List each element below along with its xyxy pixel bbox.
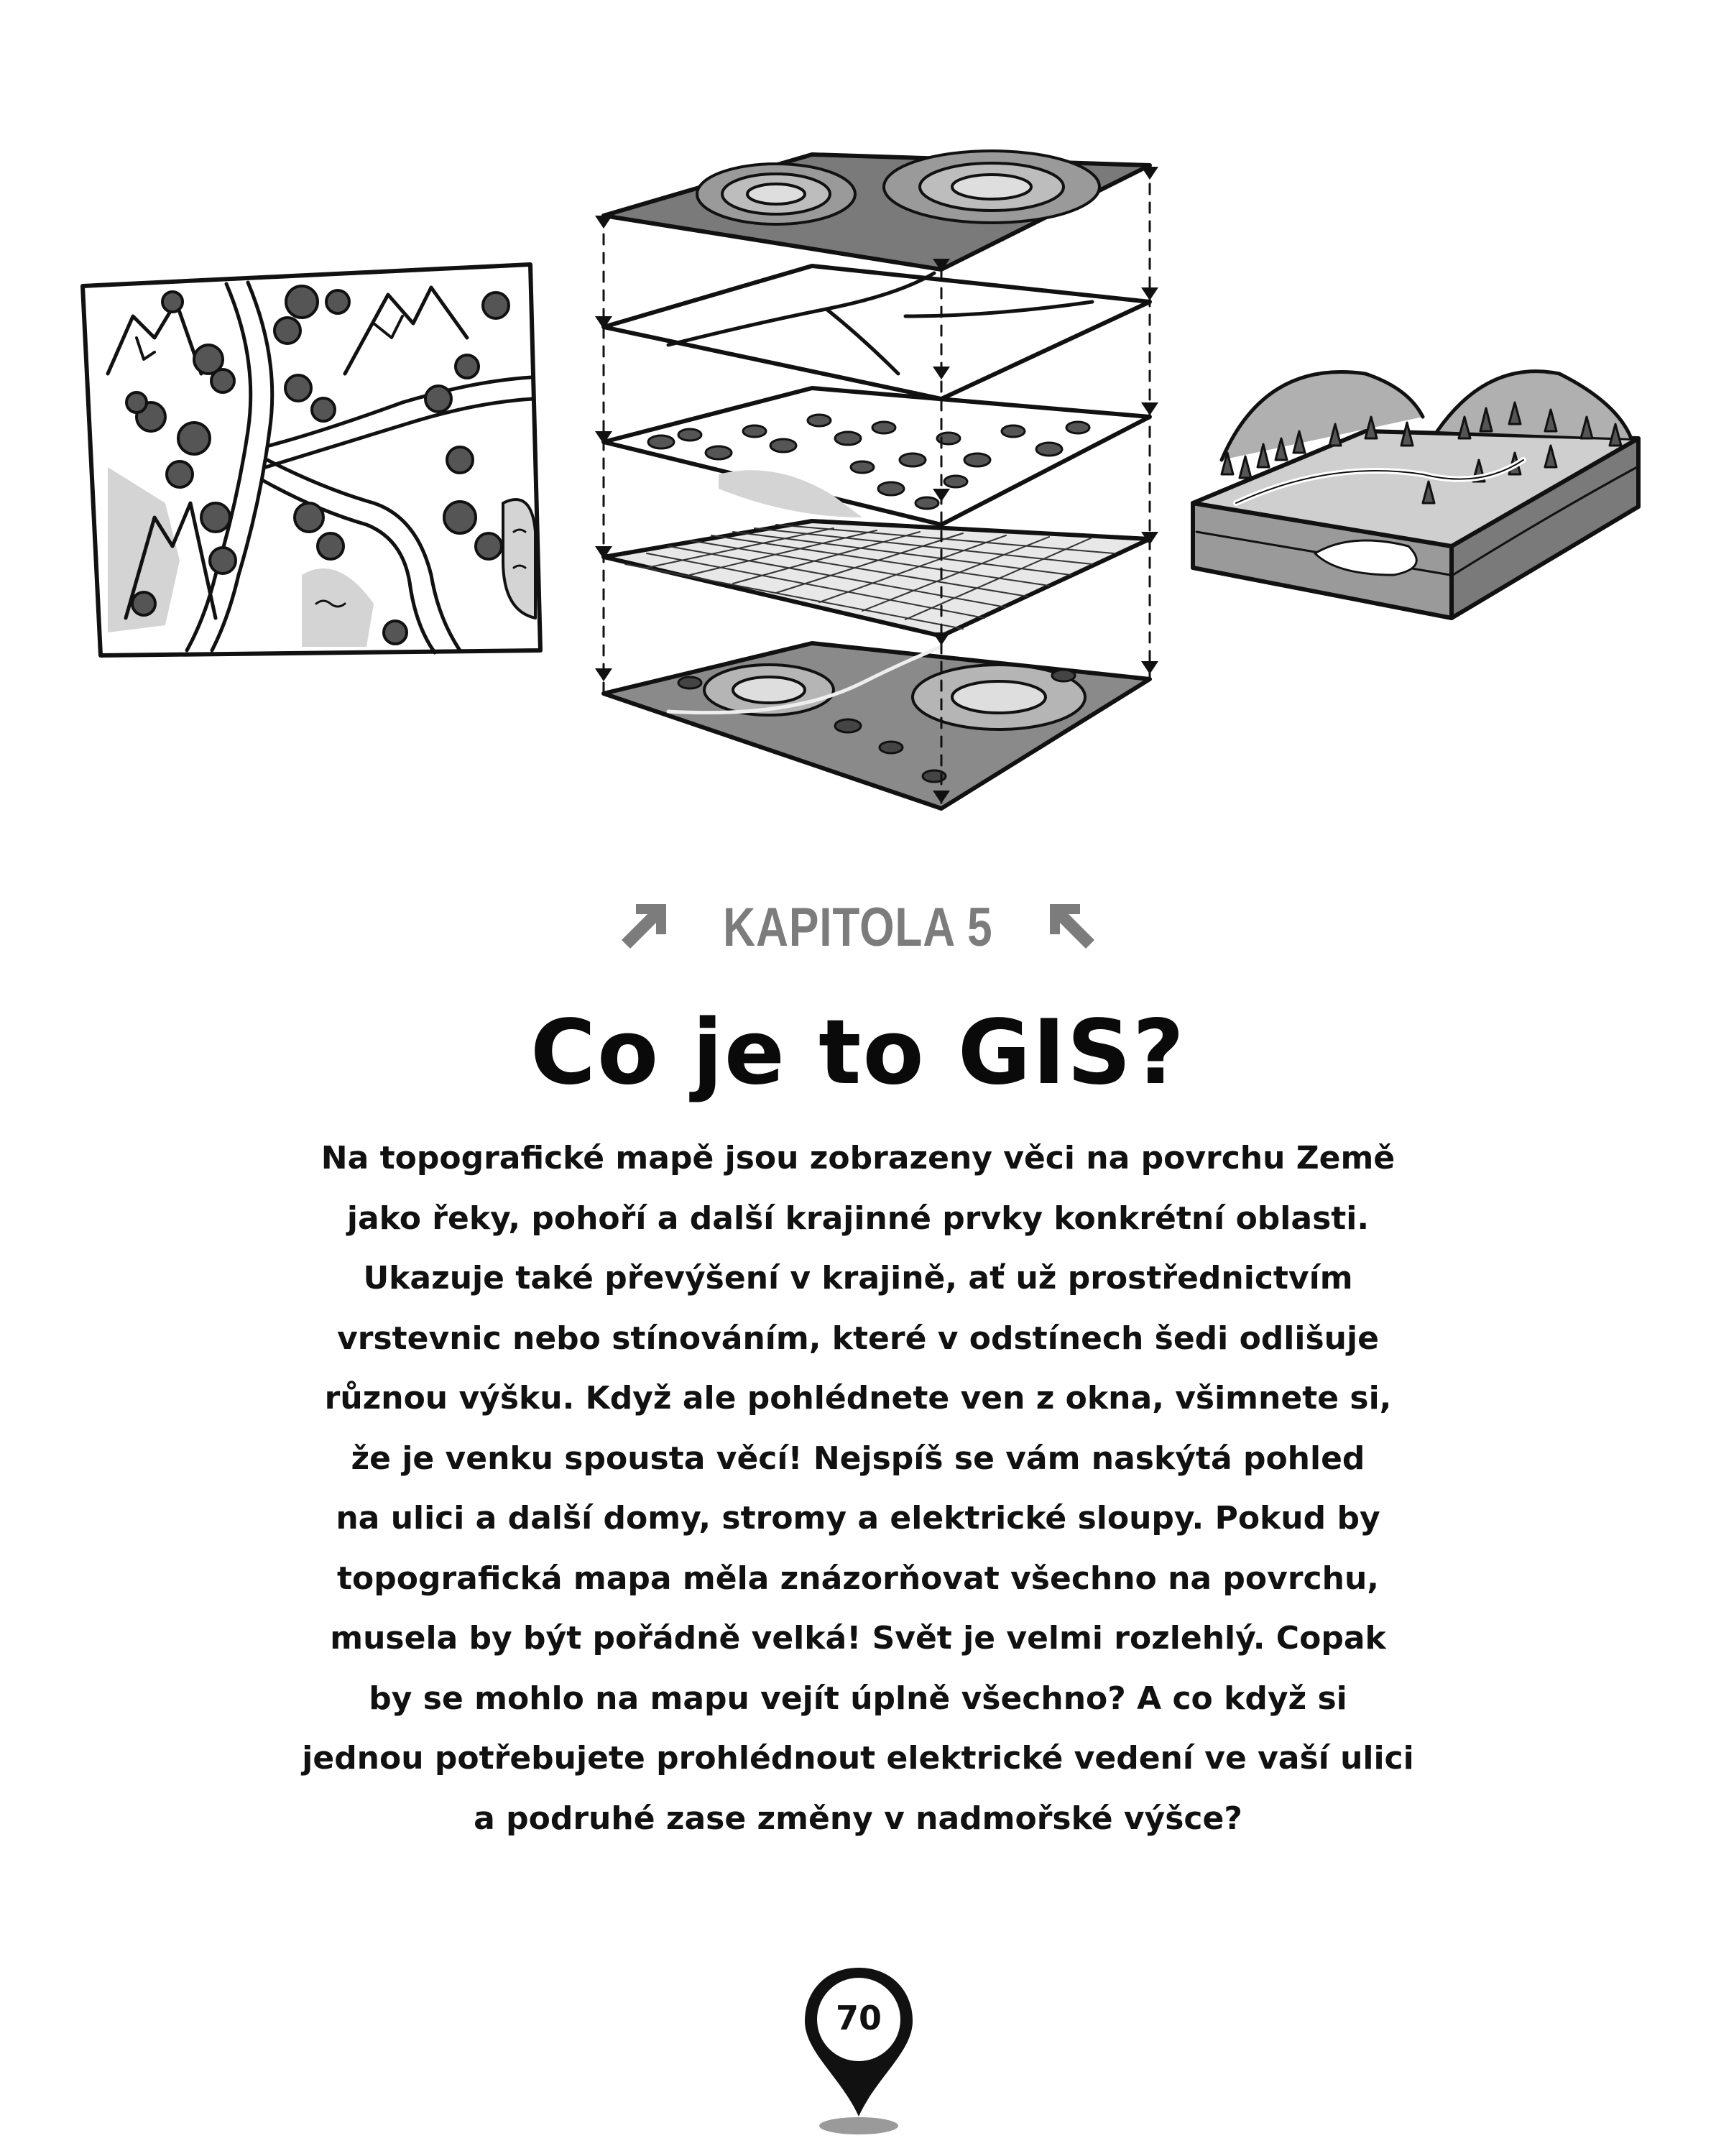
body-line: na ulici a další domy, stromy a elektrické sloupy. Pokud by (336, 1500, 1380, 1537)
body-line: jako řeky, pohoří a další krajinné prvky konkrétní oblasti. (346, 1199, 1370, 1237)
body-line: musela by být pořádně velká! Svět je velmi rozlehlý. Copak (330, 1620, 1386, 1657)
body-line: že je venku spousta věcí! Nejspíš se vám naskýtá pohled (351, 1439, 1365, 1477)
3d-terrain-block-illustration (1193, 372, 1638, 618)
body-paragraph (216, 1128, 1500, 1848)
arrow-up-left-icon (1044, 898, 1102, 956)
body-line: různou výšku. Když ale pohlédnete ven z okna, všimnete si, (324, 1380, 1392, 1416)
body-line: Ukazuje také převýšení v krajině, ať už prostřednictvím (363, 1260, 1353, 1296)
map-pin-icon (798, 1962, 920, 2138)
body-line: vrstevnic nebo stínováním, které v odstínech šedi odlišuje (337, 1319, 1379, 1357)
chapter-label: KAPITOLA 5 (723, 896, 993, 958)
gis-layer-stack-illustration (595, 151, 1158, 808)
page-title: Co je to GIS? (530, 1001, 1186, 1105)
body-line: jednou potřebujete prohlédnout elektrické vedení ve vaší ulici (302, 1740, 1414, 1777)
chapter-heading (0, 884, 1716, 970)
body-line: Na topografické mapě jsou zobrazeny věci na povrchu Země (320, 1140, 1396, 1176)
body-line: a podruhé zase změny v nadmořské výšce? (474, 1800, 1242, 1837)
arrow-up-right-icon (614, 898, 672, 956)
body-line: topografická mapa měla znázorňovat všechno na povrchu, (337, 1560, 1379, 1597)
page-number: 70 (835, 1999, 882, 2037)
body-line: by se mohlo na mapu vejít úplně všechno? A co když si (369, 1680, 1347, 1717)
illustrations (0, 0, 1716, 834)
hand-drawn-map-illustration (83, 264, 540, 655)
